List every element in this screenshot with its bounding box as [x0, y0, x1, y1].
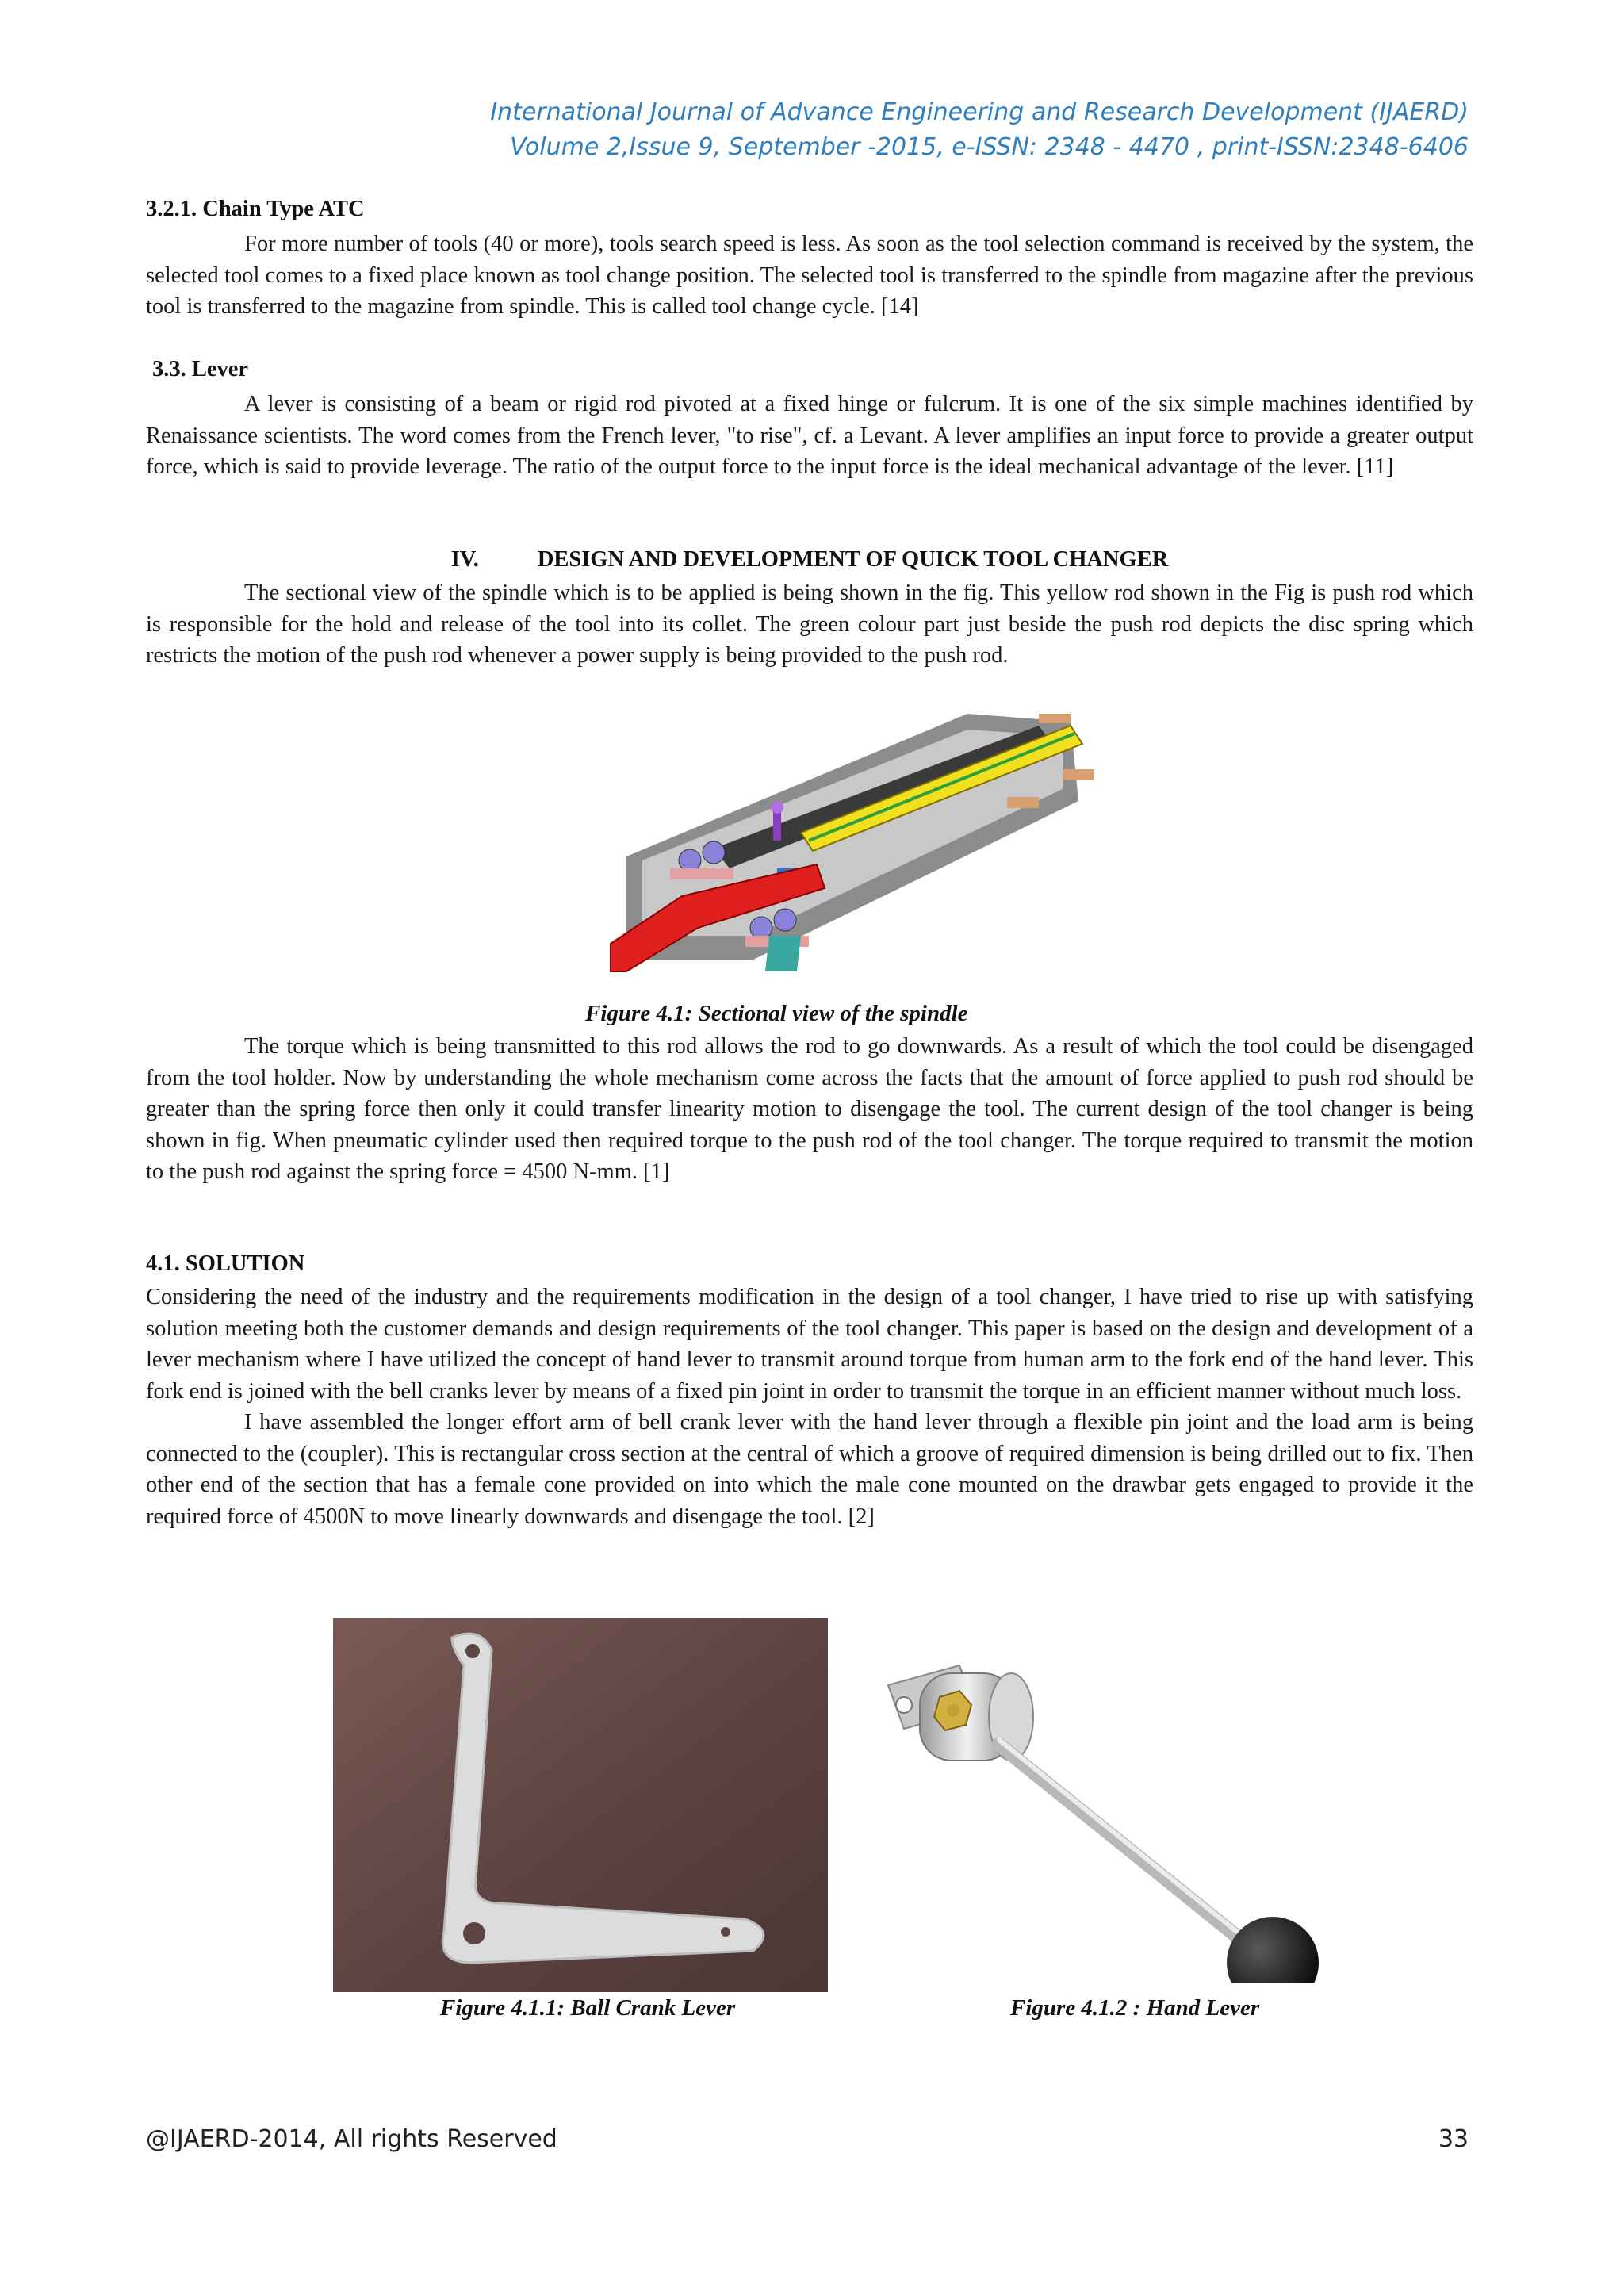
paragraph-text: The sectional view of the spindle which is to be applied is being shown in the fig. This yellow rod shown in the Fig is push rod which is responsible for the hold and release of the tool into its collet. The green colour part just beside the push rod depicts the disc spring which restricts the motion of the push rod whenever a power supply is being provided to the push rod.: [146, 580, 1473, 668]
hand-lever-image: [872, 1642, 1396, 1983]
paragraph-chain-atc: [146, 228, 1473, 323]
paragraph-text: Considering the need of the industry and the requirements modification in the design of a tool changer, I have tried to rise up with satisfying solution meeting both the customer demands and design requirements of the tool changer. This paper is based on the design and development of a lever mechanism where I have utilized the concept of hand lever to transmit around torque from human arm to the fork end of the hand lever. This fork end is joined with the bell cranks lever by means of a fixed pin joint in order to transmit the torque in an efficient manner without much loss.: [146, 1285, 1473, 1404]
section-title: DESIGN AND DEVELOPMENT OF QUICK TOOL CHANGER: [537, 547, 1169, 572]
journal-title: International Journal of Advance Engineering and Research Development (IJAERD): [490, 98, 1469, 126]
section-heading-lever: 3.3. Lever: [152, 357, 249, 381]
paragraph-text: A lever is consisting of a beam or rigid rod pivoted at a fixed hinge or fulcrum. It is one of the six simple machines identified by Renaissance scientists. The word comes from the French lever, "to rise", cf. a Levant. A lever amplifies an input force to provide a greater output force, which is said to provide leverage. The ratio of the output force to the input force is the ideal mechanical advantage of the lever. [11]: [146, 392, 1473, 479]
bell-crank-lever-image: [333, 1618, 828, 1992]
section-heading-chain-atc: 3.2.1. Chain Type ATC: [146, 197, 365, 221]
journal-issue-info: Volume 2,Issue 9, September -2015, e-ISSN: 2348 - 4470 , print-ISSN:2348-6406: [510, 133, 1469, 161]
spindle-sectional-view-image: [595, 698, 1102, 983]
paragraph-text: For more number of tools (40 or more), tools search speed is less. As soon as the tool selection command is received by the system, the selected tool comes to a fixed place known as tool change position. The selected tool is transferred to the spindle from magazine after the previous tool is transferred to the magazine from spindle. This is called tool change cycle. [14]: [146, 232, 1473, 319]
figure-caption-bell-crank: Figure 4.1.1: Ball Crank Lever: [440, 1995, 736, 2021]
footer-copyright: @IJAERD-2014, All rights Reserved: [146, 2125, 557, 2153]
paragraph-iv-intro: [146, 577, 1473, 672]
figure-caption-spindle: Figure 4.1: Sectional view of the spindle: [585, 1001, 968, 1026]
section-heading-iv: [146, 547, 1473, 573]
paragraph-text: The torque which is being transmitted to this rod allows the rod to go downwards. As a result of which the tool could be disengaged from the tool holder. Now by understanding the whole mechanism come across the facts that the amount of force applied to push rod should be greater than the spring force then only it could transfer linearity motion to disengage the tool. The current design of the tool changer is being shown in fig. When pneumatic cylinder used then required torque to the push rod of the tool changer. The torque required to transmit the motion to the push rod against the spring force = 4500 N-mm. [1]: [146, 1034, 1473, 1184]
paragraph-iv-torque: [146, 1031, 1473, 1188]
section-number: IV.: [450, 547, 479, 572]
page-number: 33: [1438, 2125, 1469, 2153]
paragraph-lever: [146, 389, 1473, 483]
section-heading-solution: 4.1. SOLUTION: [146, 1251, 305, 1276]
paragraph-solution: [146, 1282, 1473, 1532]
journal-header: [121, 95, 1469, 165]
paragraph-text: I have assembled the longer effort arm of bell crank lever with the hand lever through a flexible pin joint and the load arm is being connected to the (coupler). This is rectangular cross section at the central of which a groove of required dimension is being drilled out to fix. Then other end of the section that has a female cone provided on into which the male cone mounted on the drawbar gets engaged to provide it the required force of 4500N to move linearly downwards and disengage the tool. [2]: [146, 1410, 1473, 1529]
figure-caption-hand-lever: Figure 4.1.2 : Hand Lever: [1010, 1995, 1260, 2021]
